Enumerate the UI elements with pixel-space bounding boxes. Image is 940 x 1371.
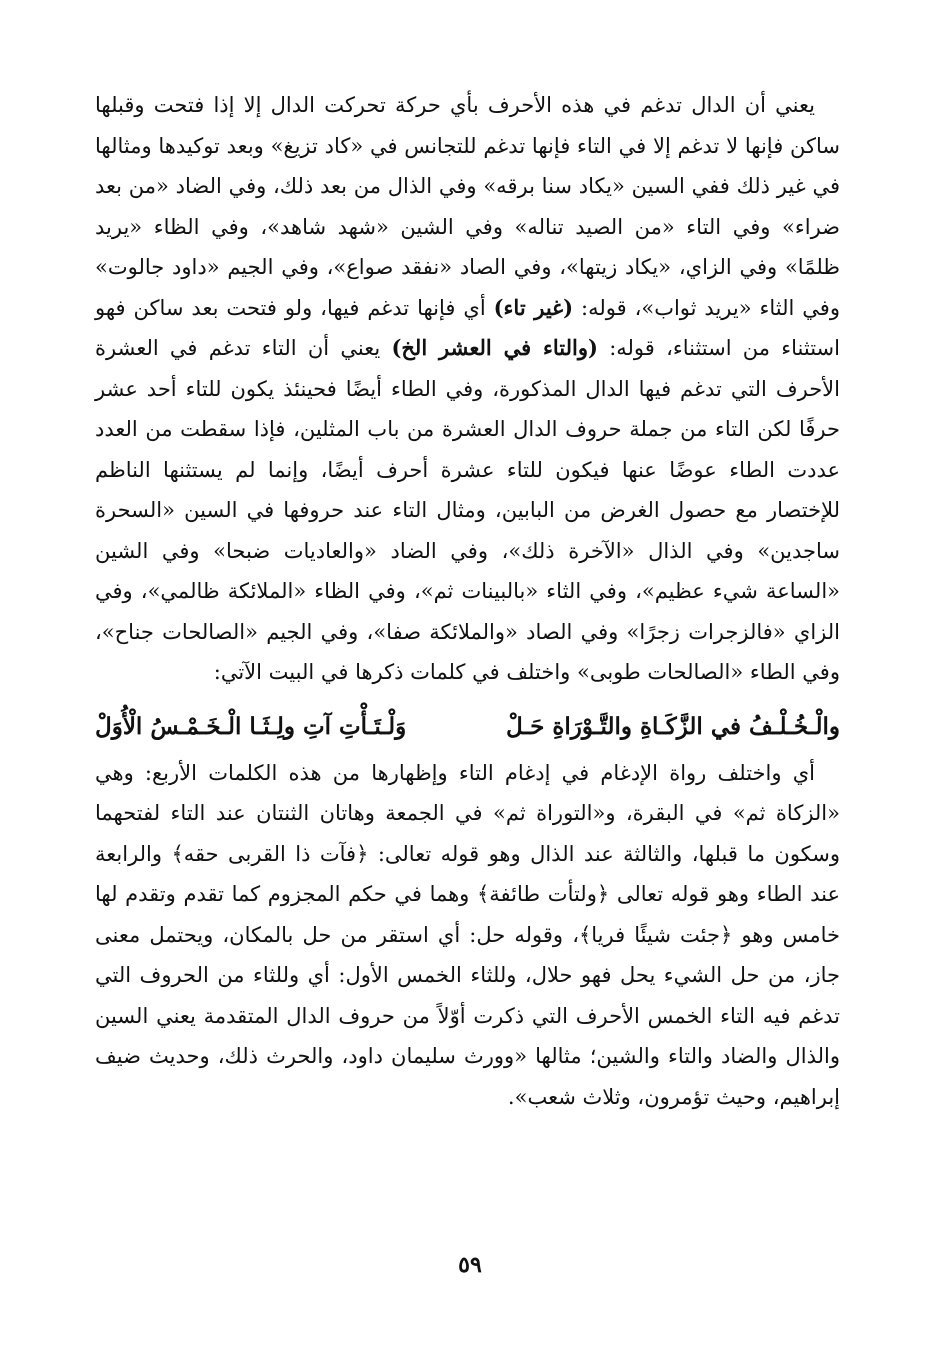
- paragraph-text: يعني أن التاء تدغم في العشرة الأحرف التي تدغم فيها الدال المذكورة، وفي الطاء أيضًا فحينئذ يكون للتاء أحد عشر حرفًا لكن التاء من جملة حروف الدال العشرة من باب المثلين، فإذا سقطت من العدد عددت الطاء عوضًا عنها فيكون للتاء عشرة أحرف أيضًا، وإنما لم يستثنها الناظم للإختصار مع حصول الغرض من البابين، ومثال التاء عند حروفها في السين «السحرة ساجدين» وفي الذال «الآخرة ذلك»، وفي الضاد «والعاديات ضبحا» وفي الشين «الساعة شيء عظيم»، وفي الثاء «بالبينات ثم»، وفي الظاء «الملائكة ظالمي»، وفي الزاي «فالزجرات زجرًا» وفي الصاد «والملائكة صفا»، وفي الجيم «الصالحات جناح»، وفي الطاء «الصالحات طوبى» واختلف في كلمات ذكرها في البيت الآتي:: [95, 336, 840, 684]
- verse-first-hemistich: والْـخُـلْـفُ في الزَّكَـاةِ والتَّـوْرَاةِ حَـلْ: [505, 712, 840, 740]
- quoted-keyword: (والتاء في العشر الخ): [391, 335, 598, 360]
- page-number: ٥٩: [458, 1252, 482, 1278]
- commentary-paragraph-2: أي واختلف رواة الإدغام في إدغام التاء وإظهارها من هذه الكلمات الأربع: وهي «الزكاة ثم» في البقرة، و«التوراة ثم» في الجمعة وهاتان الثنتان عند التاء لفتحهما وسكون ما قبلها، والثالثة عند الذال وهو قوله تعالى: ﴿فآت ذا القربى حقه﴾ والرابعة عند الطاء وهو قوله تعالى ﴿ولتأت طائفة﴾ وهما في حكم المجزوم كما تقدم وتقدم لها خامس وهو ﴿جئت شيئًا فريا﴾، وقوله حل: أي استقر من حل بالمكان، ويحتمل معنى جاز، من حل الشيء يحل فهو حلال، وللثاء الخمس الأول: أي وللثاء من الحروف التي تدغم فيه التاء الخمس الأحرف التي ذكرت أوّلاً من حروف الدال المتقدمة يعني السين والذال والضاد والتاء والشين؛ مثالها «وورث سليمان داود، والحرث ذلك، وحديث ضيف إبراهيم، وحيث تؤمرون، وثلاث شعب».: [95, 760, 840, 1109]
- verse-second-hemistich: وَلْـتَـأْتِ آتِ ولِـثَـا الْـخَـمْـسُ الْأُوَلْ: [95, 712, 407, 740]
- paragraph-text: أي فإنها تدغم فيها، ولو فتحت بعد ساكن فهو استثناء من استثناء، قوله:: [95, 295, 840, 360]
- page-body: [95, 85, 840, 1117]
- quoted-keyword: (غير تاء): [493, 294, 574, 320]
- poem-verse: [95, 705, 840, 749]
- paragraph-text: يعني أن الدال تدغم في هذه الأحرف بأي حركة تحركت الدال إلا إذا فتحت وقبلها ساكن فإنها لا تدغم إلا في التاء فإنها تدغم للتجانس في «كاد تزيغ» وبعد توكيدها ومثالها في غير ذلك ففي السين «يكاد سنا برقه» وفي الذال من بعد ذلك، وفي الضاد «من بعد ضراء» وفي التاء «من الصيد تناله» وفي الشين «شهد شاهد»، وفي الظاء «يريد ظلمًا» وفي الزاي، «يكاد زيتها»، وفي الصاد «نفقد صواع»، وفي الجيم «داود جالوت» وفي الثاء «يريد ثواب»، قوله:: [95, 93, 840, 320]
- commentary-paragraph-1: [95, 85, 840, 693]
